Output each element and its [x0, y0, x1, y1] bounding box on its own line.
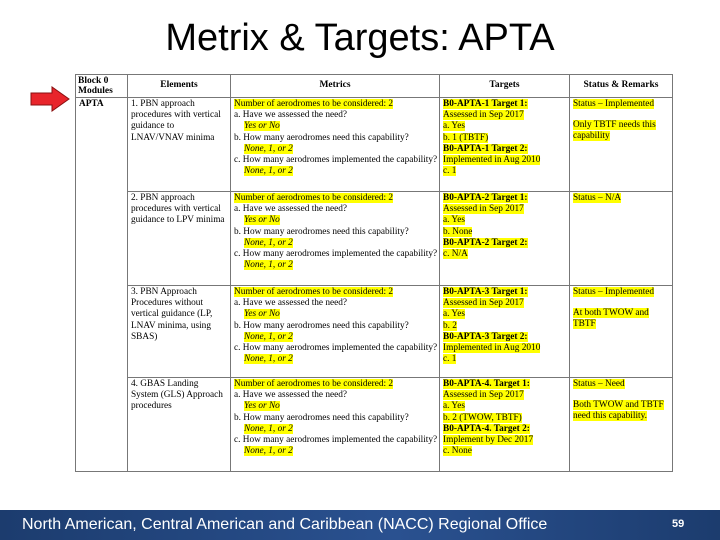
- target-line: Implemented in Aug 2010: [443, 155, 541, 166]
- metric-options: [234, 260, 436, 271]
- metrics-cell: [231, 378, 440, 472]
- metric-text: b. How many aerodromes need this capability?: [234, 320, 409, 331]
- status-text: Status – N/A: [573, 193, 622, 203]
- target-line: B0-APTA-1 Target 2:: [443, 143, 528, 154]
- element-cell: 4. GBAS Landing System (GLS) Approach procedures: [128, 378, 231, 472]
- metric-question: [234, 133, 436, 144]
- metric-text: b. How many aerodromes need this capability?: [234, 132, 409, 143]
- targets-cell: [440, 286, 570, 378]
- targets-cell: [440, 192, 570, 286]
- header-metrics: Metrics: [231, 75, 440, 98]
- table-row: [76, 192, 673, 286]
- metric-text: c. How many aerodromes implemented the capability?: [234, 343, 438, 354]
- module-cell: APTA: [76, 98, 128, 472]
- metric-text: b. How many aerodromes need this capability?: [234, 412, 409, 423]
- metric-options: [234, 424, 436, 435]
- metric-text: a. Have we assessed the need?: [234, 390, 348, 401]
- metric-text: None, 1, or 2: [244, 143, 293, 154]
- page-number: 59: [672, 518, 685, 530]
- table-row: [76, 378, 673, 472]
- metrics-cell: [231, 98, 440, 192]
- target-line: Implement by Dec 2017: [443, 435, 534, 446]
- metric-text: Number of aerodromes to be considered: 2: [234, 379, 394, 389]
- target-line: a. Yes: [443, 401, 465, 412]
- target-line: c. N/A: [443, 249, 468, 260]
- target-line: B0-APTA-3 Target 1:: [443, 287, 528, 297]
- target-line: c. 1: [443, 166, 457, 177]
- metric-options: [234, 121, 436, 132]
- metric-text: c. How many aerodromes implemented the capability?: [234, 435, 438, 446]
- metric-question: [234, 110, 436, 121]
- metric-question: [234, 287, 436, 298]
- metric-text: Number of aerodromes to be considered: 2: [234, 287, 394, 297]
- metric-options: [234, 332, 436, 343]
- metrics-cell: [231, 192, 440, 286]
- target-line: c. None: [443, 446, 472, 457]
- metric-text: Number of aerodromes to be considered: 2: [234, 99, 394, 109]
- metric-text: Yes or No: [244, 121, 280, 132]
- metric-options: [234, 238, 436, 249]
- metric-question: [234, 193, 436, 204]
- metric-question: [234, 435, 436, 446]
- metric-text: Yes or No: [244, 215, 280, 226]
- metric-options: [234, 309, 436, 320]
- status-text: Status – Implemented: [573, 99, 655, 109]
- target-line: Implemented in Aug 2010: [443, 343, 541, 354]
- metric-text: Yes or No: [244, 401, 280, 412]
- target-line: a. Yes: [443, 215, 465, 226]
- metric-text: c. How many aerodromes implemented the capability?: [234, 155, 438, 166]
- remark-text: Only TBTF needs this capability: [573, 120, 656, 142]
- metric-text: None, 1, or 2: [244, 237, 293, 248]
- footer-bar: [0, 510, 720, 540]
- metric-text: b. How many aerodromes need this capability?: [234, 226, 409, 237]
- metric-text: None, 1, or 2: [244, 354, 293, 365]
- arrow-right-icon: [30, 86, 70, 112]
- metric-question: [234, 321, 436, 332]
- status-text: Status – Need: [573, 379, 625, 389]
- element-cell: 3. PBN Approach Procedures without vertical guidance (LP, LNAV minima, using SBAS): [128, 286, 231, 378]
- targets-cell: [440, 98, 570, 192]
- status-remarks-cell: [570, 98, 673, 192]
- header-modules: Block 0 Modules: [76, 75, 128, 98]
- metric-text: None, 1, or 2: [244, 260, 293, 271]
- element-cell: 2. PBN approach procedures with vertical guidance to LPV minima: [128, 192, 231, 286]
- metric-question: [234, 379, 436, 390]
- target-line: Assessed in Sep 2017: [443, 110, 524, 121]
- metric-text: a. Have we assessed the need?: [234, 110, 348, 121]
- metric-options: [234, 446, 436, 457]
- header-elements: Elements: [128, 75, 231, 98]
- target-line: B0-APTA-2 Target 1:: [443, 193, 528, 203]
- status-remarks-cell: [570, 192, 673, 286]
- metrics-cell: [231, 286, 440, 378]
- target-line: B0-APTA-3 Target 2:: [443, 331, 528, 342]
- target-line: c. 1: [443, 354, 457, 365]
- metric-text: Yes or No: [244, 309, 280, 320]
- target-line: b. 1 (TBTF): [443, 132, 489, 143]
- metric-text: c. How many aerodromes implemented the capability?: [234, 249, 438, 260]
- status-remarks-cell: [570, 378, 673, 472]
- metric-text: None, 1, or 2: [244, 331, 293, 342]
- footer-text: North American, Central American and Caribbean (NACC) Regional Office: [22, 516, 548, 533]
- target-line: Assessed in Sep 2017: [443, 204, 524, 215]
- metrics-table: [75, 74, 673, 472]
- table-row: [76, 286, 673, 378]
- metric-question: [234, 298, 436, 309]
- header-targets: Targets: [440, 75, 570, 98]
- remark-text: Both TWOW and TBTF need this capability.: [573, 400, 664, 422]
- metric-question: [234, 227, 436, 238]
- metric-question: [234, 413, 436, 424]
- metric-text: None, 1, or 2: [244, 166, 293, 177]
- status-text: Status – Implemented: [573, 287, 655, 297]
- slide-title: Metrix & Targets: APTA: [165, 17, 555, 59]
- target-line: Assessed in Sep 2017: [443, 298, 524, 309]
- targets-cell: [440, 378, 570, 472]
- metric-options: [234, 354, 436, 365]
- metric-options: [234, 166, 436, 177]
- target-line: B0-APTA-2 Target 2:: [443, 237, 528, 248]
- metric-text: None, 1, or 2: [244, 423, 293, 434]
- metric-question: [234, 204, 436, 215]
- table-header-row: [76, 75, 673, 98]
- metric-question: [234, 390, 436, 401]
- metric-options: [234, 401, 436, 412]
- metric-question: [234, 249, 436, 260]
- target-line: b. 2: [443, 320, 457, 331]
- table-row: [76, 98, 673, 192]
- metric-options: [234, 144, 436, 155]
- metric-text: None, 1, or 2: [244, 446, 293, 457]
- metric-text: Number of aerodromes to be considered: 2: [234, 193, 394, 203]
- metric-question: [234, 99, 436, 110]
- status-remarks-cell: [570, 286, 673, 378]
- target-line: a. Yes: [443, 309, 465, 320]
- element-cell: 1. PBN approach procedures with vertical guidance to LNAV/VNAV minima: [128, 98, 231, 192]
- remark-text: At both TWOW and TBTF: [573, 308, 649, 330]
- metric-text: a. Have we assessed the need?: [234, 204, 348, 215]
- target-line: a. Yes: [443, 121, 465, 132]
- metric-question: [234, 343, 436, 354]
- metric-text: a. Have we assessed the need?: [234, 298, 348, 309]
- target-line: b. None: [443, 226, 473, 237]
- target-line: B0-APTA-4. Target 2:: [443, 423, 530, 434]
- target-line: B0-APTA-4. Target 1:: [443, 379, 530, 389]
- metric-question: [234, 155, 436, 166]
- target-line: Assessed in Sep 2017: [443, 390, 524, 401]
- metric-options: [234, 215, 436, 226]
- target-line: B0-APTA-1 Target 1:: [443, 99, 528, 109]
- target-line: b. 2 (TWOW, TBTF): [443, 412, 522, 423]
- header-status-remarks: Status & Remarks: [570, 75, 673, 98]
